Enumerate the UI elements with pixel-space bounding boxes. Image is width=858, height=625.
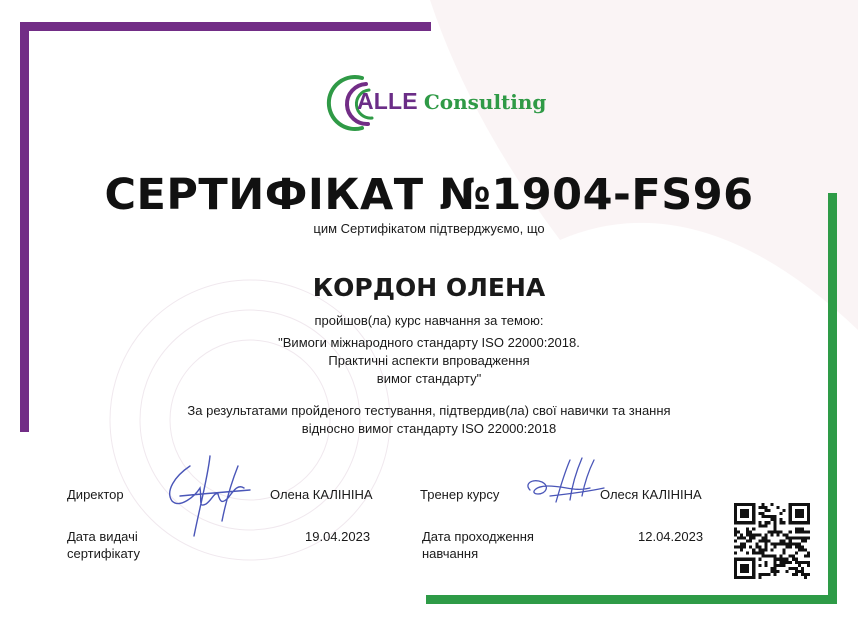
director-role: Директор: [67, 487, 124, 502]
course-line: "Вимоги міжнародного стандарту ISO 22000:2018.: [278, 335, 580, 350]
course-line: Практичні аспекти впровадження: [328, 353, 530, 368]
logo-part-consulting: Consulting: [423, 90, 547, 114]
logo-part-alle: ALLE: [357, 88, 418, 114]
issue-date-label: Дата видачі сертифікату: [67, 529, 140, 561]
trainer-name: Олеся КАЛІНІНА: [600, 487, 702, 502]
certificate-title: СЕРТИФІКАТ №1904-FS96: [104, 170, 754, 220]
result-line: відносно вимог стандарту ISO 22000:2018: [301, 421, 557, 436]
certificate-subtitle: цим Сертифікатом підтверджуємо, що: [313, 221, 545, 236]
passed-course-text: пройшов(ла) курс навчання за темою:: [314, 313, 544, 328]
director-name: Олена КАЛІНІНА: [270, 487, 373, 502]
result-line: За результатами пройденого тестування, підтвердив(ла) свої навички та знання: [187, 403, 671, 418]
result-text: [0, 402, 858, 438]
course-title: [0, 334, 858, 388]
issue-date-value: 19.04.2023: [305, 529, 371, 544]
trainer-role: Тренер курсу: [420, 487, 500, 502]
qr-code-icon: [734, 503, 810, 579]
training-date-label: Дата проходження навчання: [422, 529, 534, 561]
recipient-name: КОРДОН ОЛЕНА: [312, 273, 546, 302]
training-date-value: 12.04.2023: [638, 529, 704, 544]
trainer-signature: [520, 452, 610, 512]
course-line: вимог стандарту": [376, 371, 482, 386]
logo-text: [357, 86, 546, 117]
